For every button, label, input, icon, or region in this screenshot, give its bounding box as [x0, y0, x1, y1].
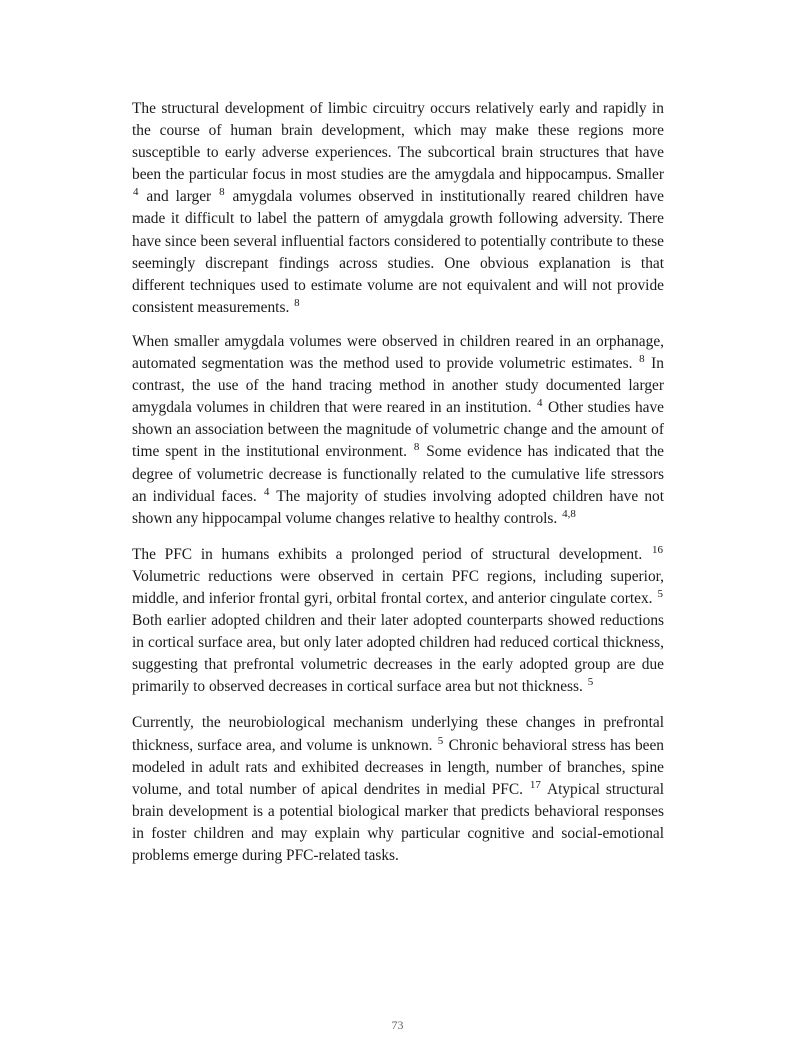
page-number: 73: [391, 1018, 404, 1032]
citation-reference: 4: [263, 485, 270, 498]
text-run: When smaller amygdala volumes were observed in children reared in an orphanage, automated segmentation was the method used to provide volumetric estimates.: [132, 332, 664, 373]
citation-reference: 4: [537, 397, 543, 410]
citation-reference: 16: [652, 543, 663, 556]
citation-reference: 5: [587, 676, 594, 689]
citation-reference: 5: [437, 734, 444, 747]
text-run: Chronic behavioral stress has been modeled in adult rats and exhibited decreases in length, number of branches, spine volume, and total number of apical dendrites in medial PFC.: [132, 736, 664, 798]
citation-reference: 17: [529, 778, 541, 791]
text-run: Some evidence has indicated that the degree of volumetric decrease is functionally related to the cumulative life stressors an individual faces.: [132, 443, 665, 505]
paragraph-pfc-development: [132, 544, 664, 699]
paragraph-neurobiological-mechanism: [132, 712, 664, 867]
text-run: The structural development of limbic circuitry occurs relatively early and rapidly in the course of human brain development, which may make these regions more susceptible to early adverse experiences. The subcortical brain structures that have been the particular focus in most studies are the amygdala and hippocampus. Smaller: [132, 100, 664, 184]
citation-reference: 4,8: [562, 507, 576, 520]
citation-reference: 8: [639, 353, 645, 366]
text-run: Volumetric reductions were observed in certain PFC regions, including superior, middle, and inferior frontal gyri, orbital frontal cortex, and anterior cingulate cortex.: [132, 567, 664, 607]
citation-reference: 8: [413, 441, 420, 454]
citation-reference: 5: [657, 587, 663, 600]
paragraph-amygdala-volumes: [132, 331, 664, 530]
text-run: Other studies have shown an association between the magnitude of volumetric change and the amount of time spent in the institutional environment.: [132, 399, 664, 461]
text-run: The PFC in humans exhibits a prolonged period of structural development.: [132, 545, 651, 563]
text-run: and larger: [139, 188, 219, 206]
citation-reference: 8: [294, 296, 300, 309]
text-run: In contrast, the use of the hand tracing method in another study documented larger amygdala volumes in children that were reared in an institution.: [132, 355, 664, 417]
text-run: Both earlier adopted children and their later adopted counterparts showed reductions in cortical surface area, but only later adopted children had reduced cortical thickness, suggesting that prefrontal volumetric decreases in the early adopted group are due primarily to observed decreases in cortical surface area but not thickness.: [132, 612, 664, 696]
citation-reference: 4: [133, 186, 139, 199]
citation-reference: 8: [219, 186, 225, 199]
text-run: The majority of studies involving adopted children have not shown any hippocampal volume changes relative to healthy controls.: [132, 487, 664, 527]
text-run: Atypical structural brain development is a potential biological marker that predicts behavioral responses in foster children and may explain why particular cognitive and social-emotional problems emerge during PFC-related tasks.: [132, 780, 665, 864]
paragraph-limbic-development: [132, 98, 664, 319]
text-run: amygdala volumes observed in institutionally reared children have made it difficult to label the pattern of amygdala growth following adversity. There have since been several influential factors considered to potentially contribute to these seemingly discrepant findings across studies. One obvious explanation is that different techniques used to estimate volume are not equivalent and will not provide consistent measurements.: [132, 188, 664, 316]
text-run: Currently, the neurobiological mechanism underlying these changes in prefrontal thickness, surface area, and volume is unknown.: [132, 714, 664, 754]
document-body: [132, 98, 664, 881]
